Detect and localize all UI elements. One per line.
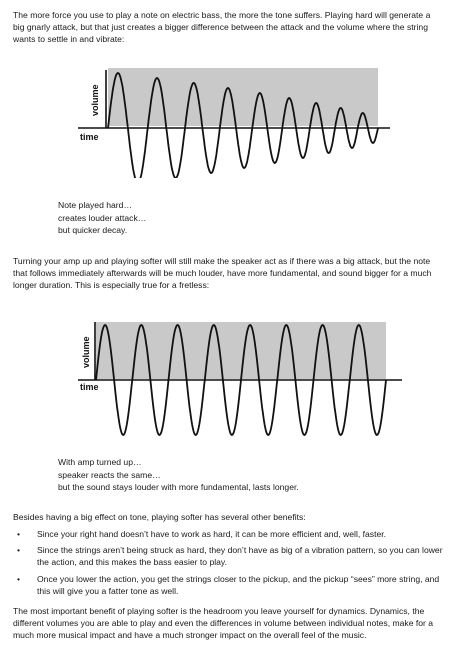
- bullet-icon: •: [17, 573, 21, 584]
- benefits-intro-paragraph: Besides having a big effect on tone, playing softer has several other benefits:: [13, 512, 306, 522]
- figure2-caption: [58, 456, 299, 494]
- benefits-list: [13, 528, 443, 601]
- list-item: • Since the strings aren’t being struck as hard, they don’t have as big of a vibration pattern, so you can lower the action, and this makes the bass easier to play.: [17, 545, 443, 568]
- decay-waveform-figure: [0, 68, 454, 178]
- softer-playing-paragraph: Turning your amp up and playing softer will still make the speaker act as if there was a big attack, but the note that follows immediately afterwards will be much louder, have more fundamental, and sound bigger for a much longer duration. This is especially true for a fretless:: [13, 256, 432, 291]
- y-axis-label: volume: [90, 84, 100, 116]
- figure1-caption-line: creates louder attack…: [58, 212, 147, 223]
- list-item: • Once you lower the action, you get the strings closer to the pickup, and the pickup “sees” more string, and this will give you a fatter tone as well.: [17, 573, 440, 596]
- figure2-caption-line: but the sound stays louder with more fundamental, lasts longer.: [58, 482, 299, 493]
- bullet-icon: •: [17, 529, 21, 539]
- figure2-caption-line: With amp turned up…: [58, 457, 142, 467]
- sustain-waveform-figure: [0, 310, 454, 460]
- y-axis-label: volume: [81, 336, 91, 368]
- dynamics-paragraph: The most important benefit of playing softer is the headroom you leave yourself for dynamics. Dynamics, the different volumes you are able to play and even the differences in volume between individual notes, make for a much more musical impact and have a much stronger impact on the overall feel of the music.: [13, 606, 434, 641]
- figure1-caption-line: Note played hard…: [58, 200, 133, 210]
- figure2-caption-line: speaker reacts the same…: [58, 469, 161, 480]
- figure1-caption: [58, 199, 146, 237]
- x-axis-label: time: [80, 132, 99, 142]
- list-item: • Since your right hand doesn’t have to work as hard, it can be more efficient and, well, faster.: [17, 529, 387, 539]
- intro-paragraph: The more force you use to play a note on electric bass, the more the tone suffers. Playing hard will generate a big gnarly attack, but that just creates a bigger difference between the attack and the volume where the string wants to settle in and vibrate:: [13, 10, 431, 45]
- x-axis-label: time: [80, 382, 99, 392]
- figure1-caption-line: but quicker decay.: [58, 225, 128, 236]
- bullet-icon: •: [17, 545, 21, 556]
